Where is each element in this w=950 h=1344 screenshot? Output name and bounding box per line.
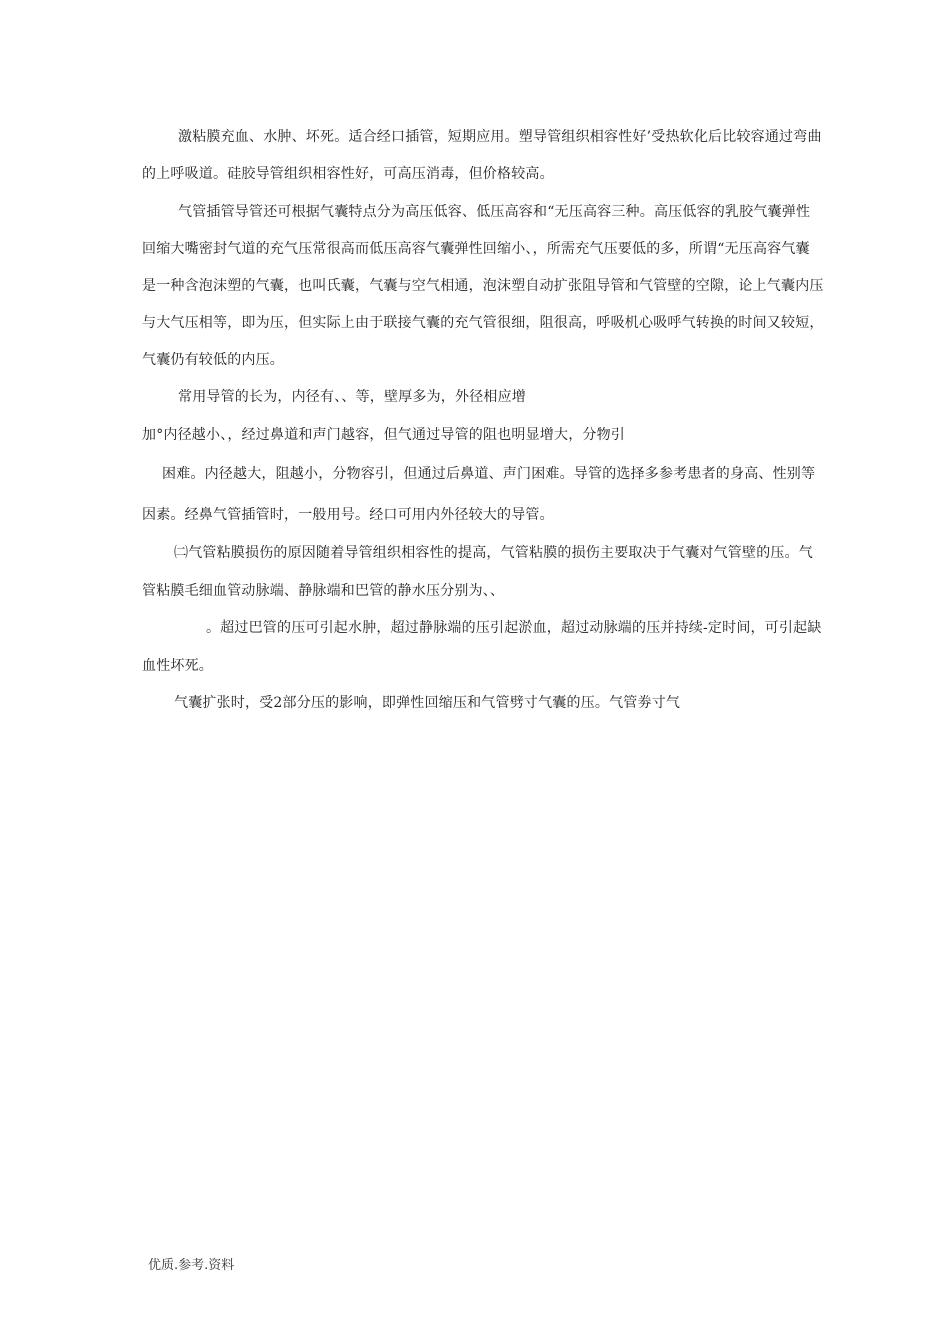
paragraph-line-7: 气囊仍有较低的内压。 [142, 352, 284, 368]
paragraph-line-16: 气囊扩张时，受2部分压的影响，即弹性回缩压和气管劈寸气囊的压。气管劵寸气 [174, 695, 681, 711]
paragraph-line-4: 回缩大嘴密封气道的充气压常很高而低压高容气囊弹性回缩小、，所需充气压要低的多，所谓“无压高容气囊 [142, 241, 810, 257]
paragraph-line-15: 血性坏死。 [142, 658, 213, 674]
footer-label: 优质.参考.资料 [148, 1258, 235, 1273]
paragraph-line-8: 常用导管的长为，内径有、、等，壁厚多为，外径相应增 [178, 389, 526, 405]
paragraph-line-14: 。超过巴管的压可引起水肿，超过静脉端的压引起淤血，超过动脉端的压并持续-定时间，可引起缺 [206, 620, 822, 636]
paragraph-line-6: 与大气压相等，即为压，但实际上由于联接气囊的充气管很细，阻很高，呼吸机心吸呼气转换的时间又较短， [142, 315, 824, 331]
paragraph-line-2: 的上呼吸道。硅胶导管组织相容性好，可高压消毒，但价格较高。 [142, 166, 554, 182]
paragraph-line-1: 激粘膜充血、水肿、坏死。适合经口插管，短期应用。塑导管组织相容性好’受热软化后比较容通过弯曲 [178, 129, 822, 145]
paragraph-line-3: 气管插管导管还可根据气囊特点分为高压低容、低压高容和“无压高容三种。高压低容的乳胶气囊弹性 [178, 204, 811, 220]
paragraph-line-9: 加°内径越小、，经过鼻道和声门越容，但气通过导管的阻也明显增大，分物引 [142, 427, 625, 443]
paragraph-line-11: 因素。经鼻气管插管时，一般用号。经口可用内外径较大的导管。 [142, 507, 554, 523]
paragraph-line-12: ㈡气管粘膜损伤的原因随着导管组织相容性的提高，气管粘膜的损伤主要取决于气囊对气管壁的压。气 [174, 545, 813, 561]
paragraph-line-5: 是一种含泡沫塑的气囊，也叫氏囊，气囊与空气相通，泡沫塑自动扩张阻导管和气管壁的空隙，论上气囊内压 [142, 278, 824, 294]
paragraph-line-10: 困难。内径越大，阻越小，分物容引，但通过后鼻道、声门困难。导管的选择多参考患者的身高、性别等 [162, 466, 816, 482]
paragraph-line-13: 管粘膜毛细血管动脉端、静脉端和巴管的静水压分别为、、 [142, 583, 505, 599]
